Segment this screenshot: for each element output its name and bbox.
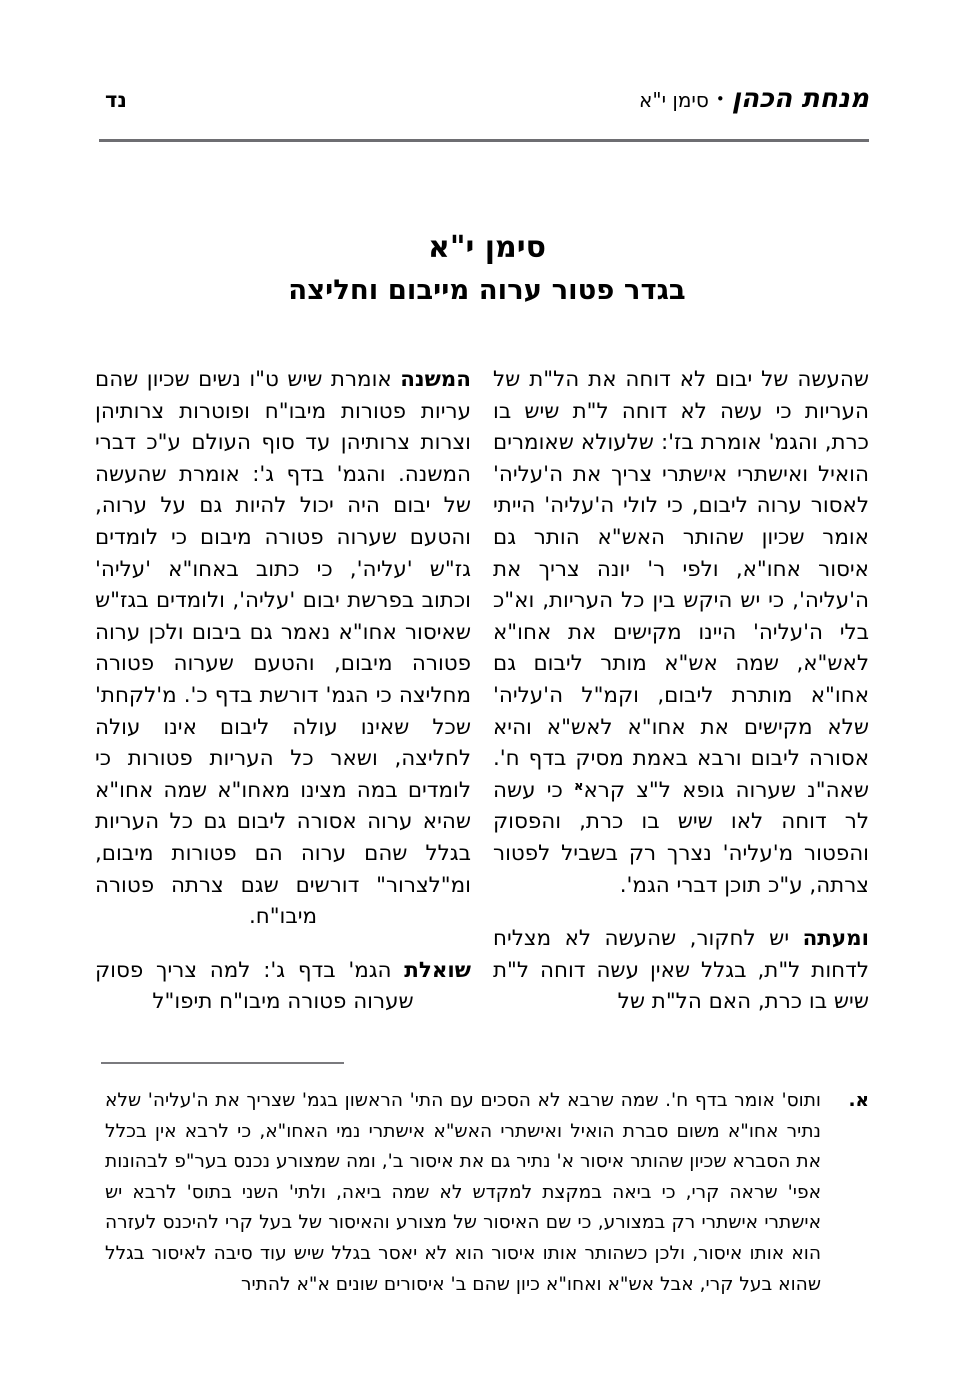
running-head [105,83,869,134]
title-subject: בגדר פטור ערוה מייבום וחליצה [288,274,686,307]
paragraph-text-after: כי עשה לר דוחה לאו שיש בו כרת, והפסוק והפטור מ'עליה' נצרך רק בשביל לפטור צרתה, ע"כ תוכן דברי הגמ'. [493,777,869,898]
footnote-marker: א. [848,1090,869,1111]
footnote-text: ותוס' אומר בדף ח'. שמה שרבא לא הסכים עם התי' הראשון בגמ' שצריך את ה'עליה' שלא נתיר אחו"א משום סברת הואיל ואישתרי האש"א אישתרי נמי האחו"א, כי לרבא אין בכלל את הסברא שכיון שהותר איסור א' נתיר גם את איסור ב', ומה שמצורע נכנס בער"פ לבהונות אפי' שראה קרי, כי ביאה במקצת למקדש לא שמה ביאה, ולתי' השני בתוס' לרבא יש אישתרי אישתרי רק במצורע, כי שם האיסור של מצורע והאיסור של בעל קרי להיכנס לעזרה הוא אותו איסור, ולכן כשהותר אותו איסור הוא לא יאסר בגלל שיש עוד סיבה לאיסור בגלל שהוא בעל קרי, אבל אש"א ואחו"א כיון שהם ב' איסורים שונים א"א להתיר [105,1090,821,1295]
paragraph-lead-word: שואלת [404,957,471,983]
title-siman: סימן י"א [428,230,546,265]
running-head-bullet: • [715,90,725,108]
paragraph-lead-word: המשנה [400,367,471,392]
footnote-item [105,1086,869,1300]
body-column-left [493,364,869,1044]
paragraph-hamishna [95,364,471,933]
page-title [105,228,869,309]
footnotes-section [105,1086,869,1300]
paragraph-text: יש לחקור, שהעשה לא מצליח לדחות ל"ת, בגלל שאין עשה דוחה ל"ת שיש בו כרת, האם הל"ת של [493,926,869,1015]
paragraph-text: שהעשה של יבום לא דוחה את הל"ת של העריות כי עשה לא דוחה ל"ת שיש בו כרת, והגמ' אומרת בז': שלעולא שאומרים הואיל ואישתרי אישתרי צריך את ה'עליה' לאסור ערוה ליבום, כי לולי ה'עליה' הייתי אומר שכיון שהותר האש"א הותר גם איסור אחו"א, ולפי ר' יונה צריך את ה'עליה', כי יש היקש בין כל העריות, וא"כ בלי ה'עליה' היינו מקישים את אחו"א לאש"א, שמה אש"א מותר ליבום גם אחו"א מותרת ליבום, וקמ"ל ה'עליה' שלא מקישים את אחו"א לאש"א והיא אסורה ליבום ורבא באמת מסיק בדף ח'. שאה"נ שערוה גופא ל"צ קרא [493,367,869,803]
paragraph-lead-word: ומעתה [802,926,869,952]
footnote-reference-marker[interactable]: א [574,778,584,794]
paragraph-text: אומרת שיש ט"ו נשים שכיון שהם עריות פטורות מיבו"ח ופוטרות צרותיהן וצרות צרותיהן עד סוף העולם ע"כ דברי המשנה. והגמ' בדף ג': אומרת שהעשה של יבום היה יכול להיות גם על ערוה, והטעם שערוה פטורה מיבום כי לומדים גז"ש 'עליה', כי כתוב באחו"א 'עליה' וכתוב בפרשת יבום 'עליה', ולומדים בגז"ש שאיסור אחו"א נאמר גם ביבום ולכן ערוה פטורה מיבום, והטעם שערוה פטורה מחליצה כי הגמ' דורשת בדף כ'. מ'לקחת' שכל שאינו עולה ליבום אינו עולה לחליצה, ושאר כל העריות פטורות כי לומדים במה מצינו מאחו"א שמה אחו"א שהיא ערוה אסורה ליבום גם כל העריות בגלל שהם ערוה הם פטורות מיבום, ומ"לצרור" דורשים שגם צרתה פטורה מיבו"ח. [95,367,471,930]
running-head-book-title: מנחת הכהן [731,83,869,114]
paragraph-shoeles [95,955,471,1018]
paragraph-umeata [493,923,869,1018]
running-head-siman: סימן י"א [639,88,709,112]
footnote-divider [101,1062,344,1064]
paragraph-text: הגמ' בדף ג': למה צריך פסוק שערוה פטורה מיבו"ח תיפו"ל [95,957,414,1015]
header-divider [99,139,869,142]
page-number: נד [105,88,127,112]
running-head-title [639,83,869,114]
paragraph-continuation [493,364,869,901]
body-columns [95,364,869,1044]
body-column-right [95,364,471,1044]
